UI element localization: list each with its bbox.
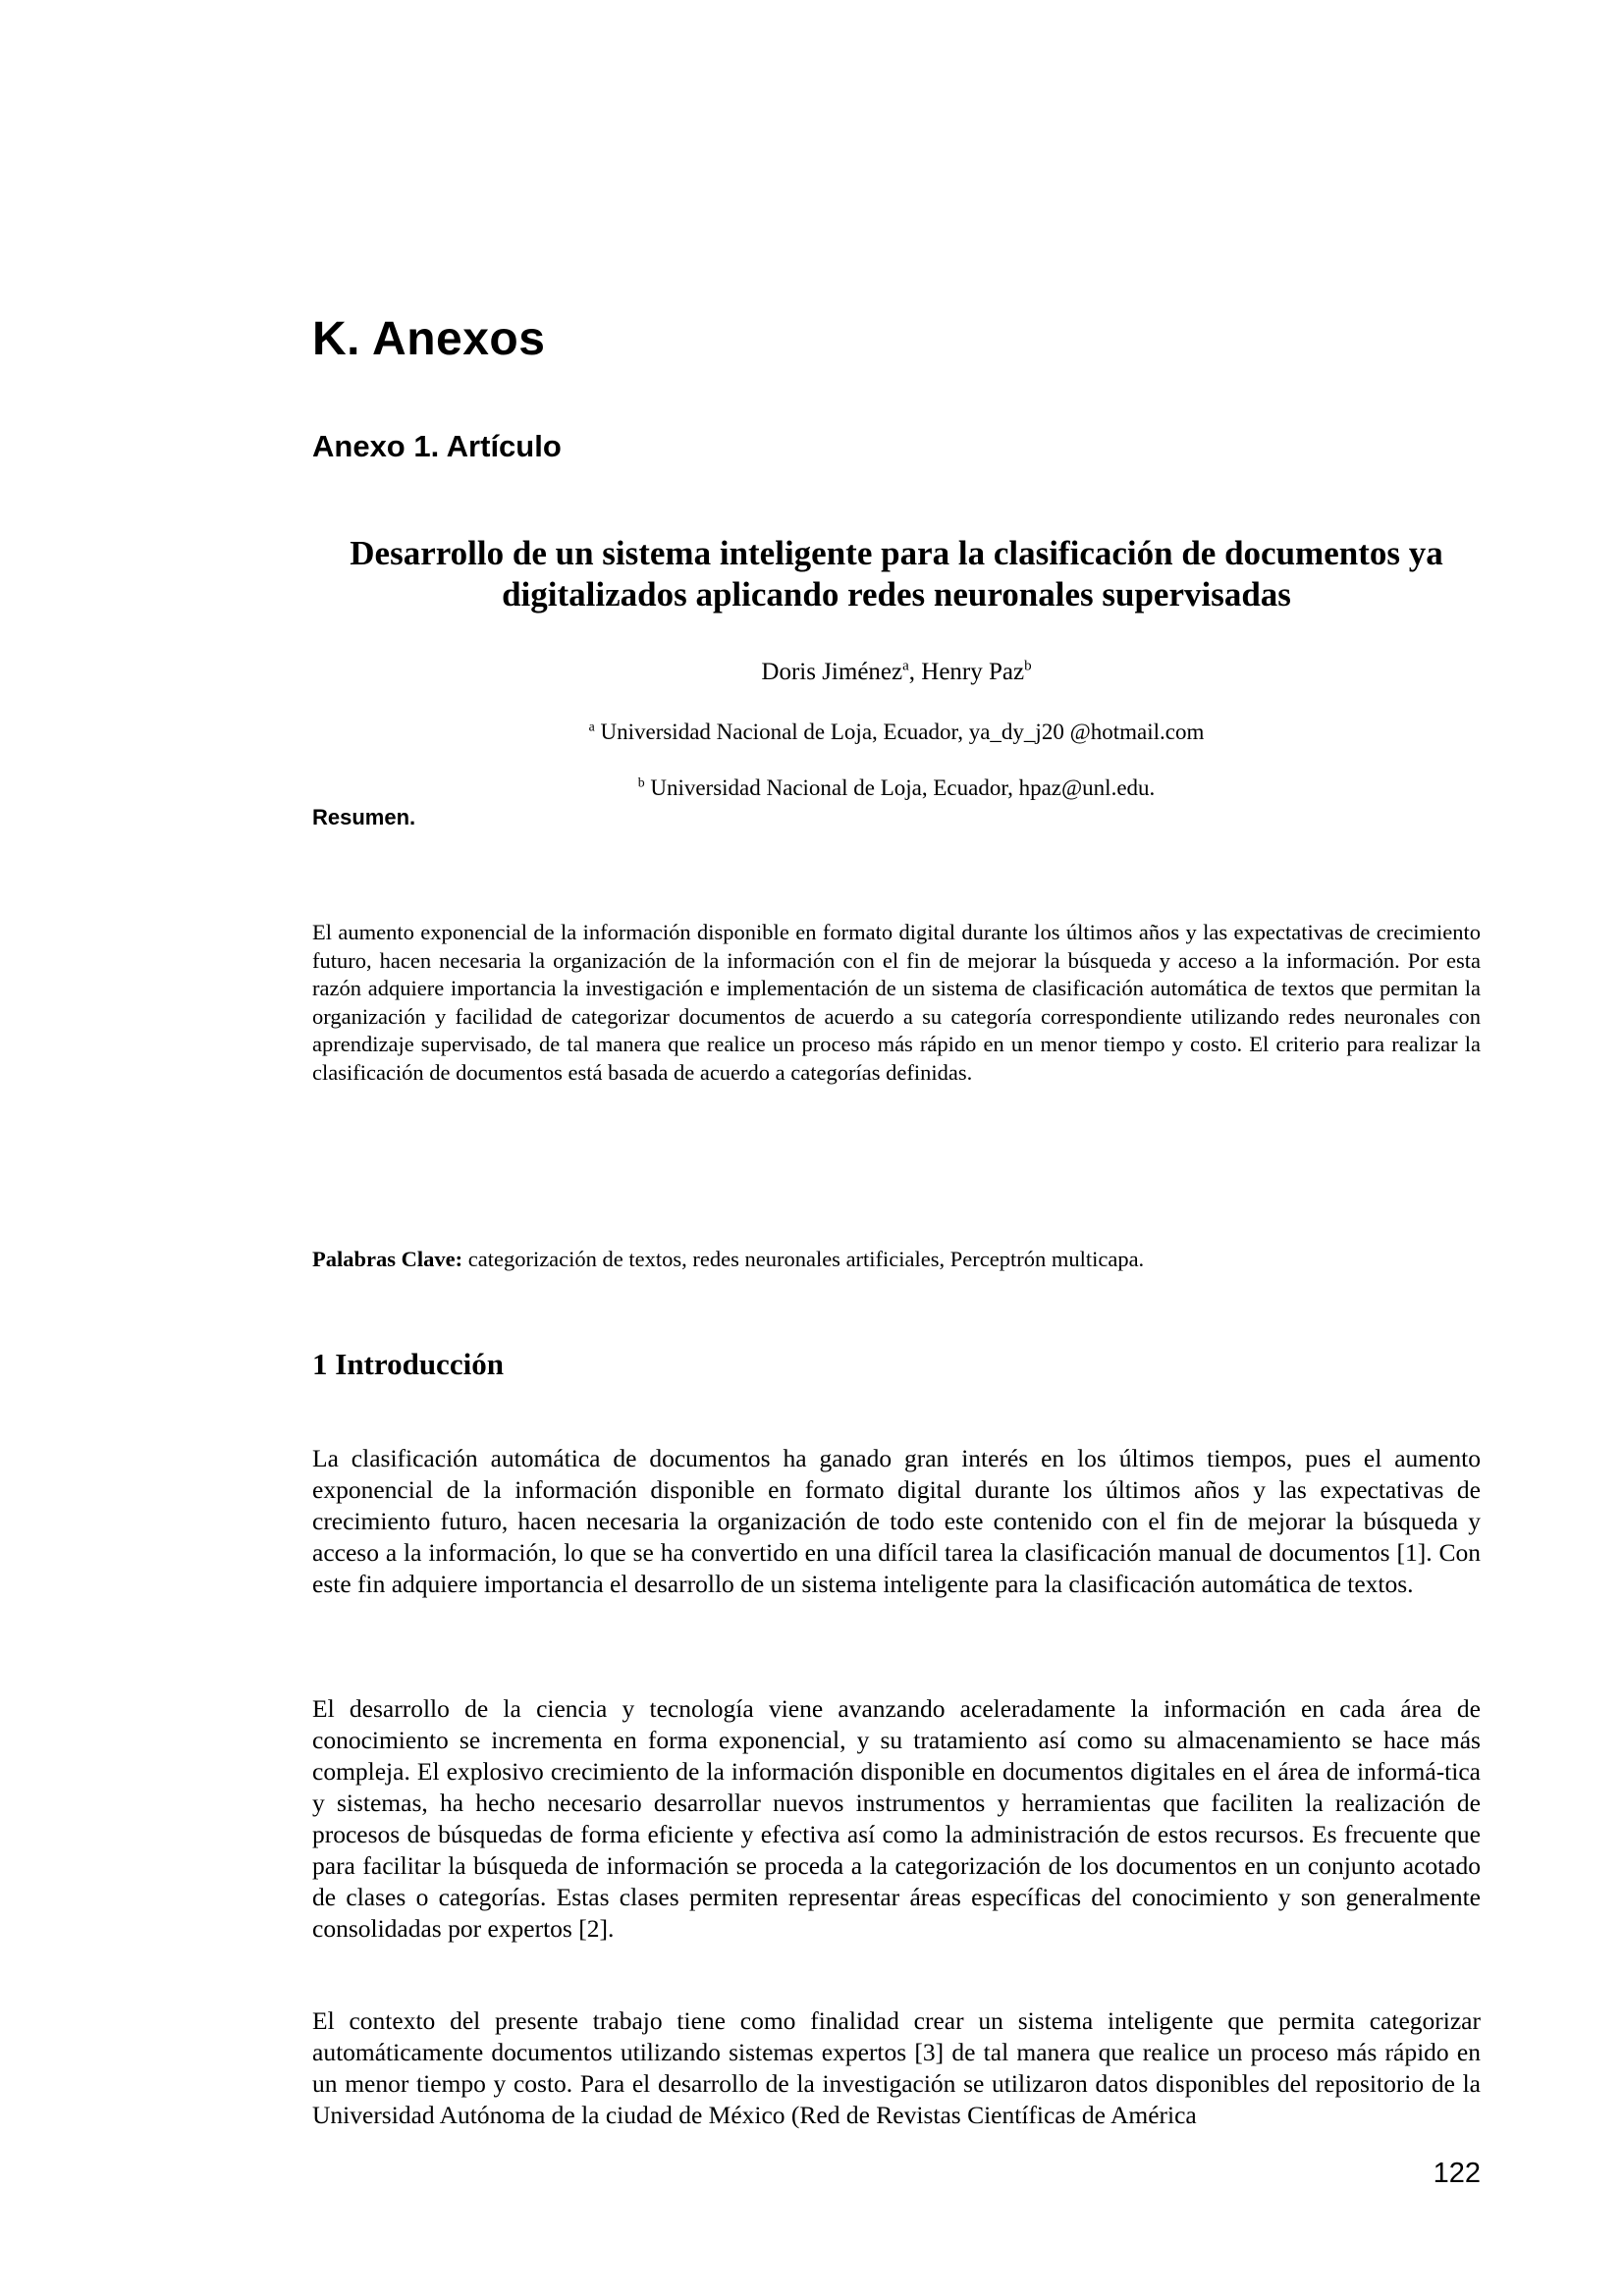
keywords (312, 1247, 1481, 1272)
author-2-mark: b (1024, 658, 1032, 674)
page-number: 122 (1433, 2158, 1481, 2189)
annex-title: Anexo 1. Artículo (312, 429, 562, 463)
keywords-label: Palabras Clave: (312, 1247, 463, 1271)
abstract-text: El aumento exponencial de la información disponible en formato digital durante los últimos años y las expectativas de crecimiento futuro, hacen necesaria la organización de la información con el fin de mejorar la búsqueda y acceso a la información. Por esta razón adquiere importancia la investigación e implementación de un sistema de clasificación automática de textos que permitan la organización y facilidad de categorizar documentos de acuerdo a su categoría correspondiente utilizando redes neuronales con aprendizaje supervisado, de tal manera que realice un proceso más rápido en un menor tiempo y costo. El criterio para realizar la clasificación de documentos está basada de acuerdo a categorías definidas. (312, 920, 1481, 1085)
author-1-mark: a (902, 658, 909, 674)
affiliation-a-mark: a (588, 719, 595, 734)
section-heading-introduction: 1 Introducción (312, 1347, 504, 1381)
author-line (312, 659, 1481, 686)
intro-paragraph-2: El desarrollo de la ciencia y tecnología viene avanzando aceleradamente la información en cada área de conocimiento se incrementa en forma exponencial, y su tratamiento así como su almacenamiento se hace más compleja. El explosivo crecimiento de la información disponible en documentos digitales en el área de informá-tica y sistemas, ha hecho necesario desarrollar nuevos instrumentos y herramientas que faciliten la realización de procesos de búsquedas de forma eficiente y efectiva así como la administración de estos recursos. Es frecuente que para facilitar la búsqueda de información se proceda a la categorización de los documentos en un conjunto acotado de clases o categorías. Estas clases permiten representar áreas específicas del conocimiento y son generalmente consolidadas por expertos [2]. (312, 1694, 1481, 1943)
article-title: Desarrollo de un sistema inteligente para la clasificación de documentos ya digitalizados aplicando redes neuronales supervisadas (350, 534, 1443, 614)
author-separator: , (908, 659, 922, 685)
abstract-label: Resumen. (312, 805, 416, 829)
affiliation-a (312, 720, 1481, 745)
affiliation-b-mark: b (637, 774, 645, 790)
author-1: Doris Jiménez (761, 659, 903, 685)
keywords-text: categorización de textos, redes neuronales artificiales, Perceptrón multicapa. (462, 1247, 1145, 1271)
author-2: Henry Paz (921, 659, 1025, 685)
chapter-title: K. Anexos (312, 313, 546, 365)
affiliation-b-text: Universidad Nacional de Loja, Ecuador, hpaz@unl.edu. (644, 775, 1156, 800)
intro-paragraph-3: El contexto del presente trabajo tiene como finalidad crear un sistema inteligente que permita categorizar automáticamente documentos utilizando sistemas expertos [3] de tal manera que realice un proceso más rápido en un menor tiempo y costo. Para el desarrollo de la investigación se utilizaron datos disponibles del repositorio de la Universidad Autónoma de la ciudad de México (Red de Revistas Científicas de América (312, 2006, 1481, 2129)
intro-paragraph-1: La clasificación automática de documentos ha ganado gran interés en los últimos tiempos, pues el aumento exponencial de la información disponible en formato digital durante los últimos años y las expectativas de crecimiento futuro, hacen necesaria la organización de todo este contenido con el fin de mejorar la búsqueda y acceso a la información, lo que se ha convertido en una difícil tarea la clasificación manual de documentos [1]. Con este fin adquiere importancia el desarrollo de un sistema inteligente para la clasificación automática de textos. (312, 1444, 1481, 1598)
affiliation-b (312, 775, 1481, 801)
affiliation-a-text: Universidad Nacional de Loja, Ecuador, ya_dy_j20 @hotmail.com (594, 720, 1205, 744)
